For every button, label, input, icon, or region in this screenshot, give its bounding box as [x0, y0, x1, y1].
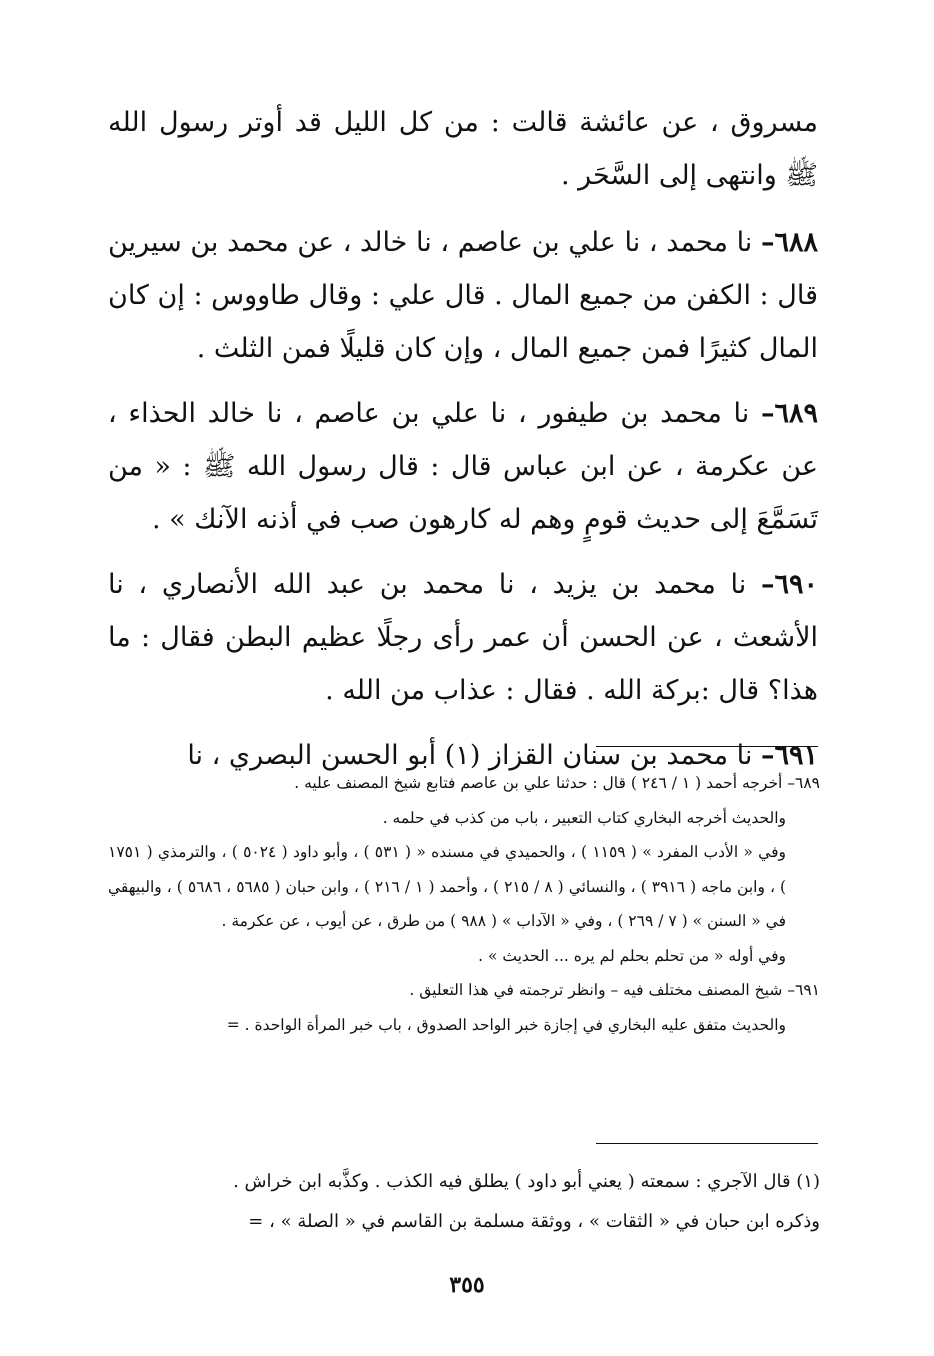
- paragraph-text: نا محمد بن طيفور ، نا علي بن عاصم ، نا خالد الحذاء ، عن عكرمة ، عن ابن عباس قال : قال رسول الله ﷺ : « من تَسَمَّعَ إلى حديث قومٍ وهم له كارهون صب في أذنه الآنك » .: [108, 398, 818, 535]
- hadith-number: ٦٩٠–: [760, 569, 818, 600]
- page-number: ٣٥٥: [449, 1272, 485, 1298]
- note-line: والحديث متفق عليه البخاري في إجازة خبر الواحد الصدوق ، باب خبر المرأة الواحدة . =: [226, 1015, 786, 1034]
- paragraph-continuation: [108, 96, 818, 202]
- hadith-689: [108, 387, 818, 546]
- hadith-number: ٦٨٨–: [760, 227, 818, 258]
- hadith-number: ٦٩١–: [760, 740, 818, 771]
- note-line: وفي « الأدب المفرد » ( ١١٥٩ ) ، والحميدي في مسنده « ( ٥٣١ ) ، وأبو داود ( ٥٠٢٤ ) ، والترمذي ( ١٧٥١ ) ، وابن ماجه ( ٣٩١٦ ) ، والنسائي ( ٨ / ٢١٥ ) ، وأحمد ( ١ / ٢١٦ ) ، وابن حبان ( ٥٦٨٥ ، ٥٦٨٦ ) ، والبيهقي في « السنن » ( ٧ / ٢٦٩ ) ، وفي « الآداب » ( ٩٨٨ ) من طرق ، عن أيوب ، عن عكرمة .: [108, 843, 787, 930]
- note-line: وفي أوله « من تحلم بحلم لم يره ... الحديث » .: [478, 946, 786, 965]
- footnote-divider: [596, 1143, 818, 1144]
- footnote-1-cont: وذكره ابن حبان في « الثقات » ، ووثقة مسلمة بن القاسم في « الصلة » ، =: [248, 1211, 820, 1232]
- paragraph-text: نا محمد بن سنان القزاز (١) أبو الحسن البصري ، نا: [187, 740, 753, 771]
- paragraph-text: نا محمد بن يزيد ، نا محمد بن عبد الله الأنصاري ، نا الأشعث ، عن الحسن أن عمر رأى رجلًا عظيم البطن فقال : ما هذا؟ قال :بركة الله . فقال : عذاب من الله .: [108, 569, 818, 706]
- footnotes: [108, 1162, 820, 1242]
- takhrij-notes: [108, 766, 820, 1042]
- hadith-number: ٦٨٩–: [760, 398, 818, 429]
- note-689: ٦٨٩– أخرجه أحمد ( ١ / ٢٤٦ ) قال : حدثنا علي بن عاصم فتابع شيخ المصنف عليه .: [294, 774, 820, 792]
- main-text: [108, 96, 818, 794]
- hadith-690: [108, 558, 818, 717]
- hadith-688: [108, 216, 818, 375]
- paragraph-text: مسروق ، عن عائشة قالت : من كل الليل قد أوتر رسول الله ﷺ وانتهى إلى السَّحَر .: [108, 107, 818, 191]
- note-line: والحديث أخرجه البخاري كتاب التعبير ، باب من كذب في حلمه .: [382, 808, 786, 827]
- footnote-1: (١) قال الآجري : سمعته ( يعني أبو داود ) يطلق فيه الكذب . وكذَّبه ابن خراش .: [233, 1171, 820, 1192]
- paragraph-text: نا محمد ، نا علي بن عاصم ، نا خالد ، عن محمد بن سيرين قال : الكفن من جميع المال . قال علي : وقال طاووس : إن كان المال كثيرًا فمن جميع المال ، وإن كان قليلًا فمن الثلث .: [108, 227, 818, 364]
- notes-divider: [596, 746, 818, 747]
- note-691: ٦٩١– شيخ المصنف مختلف فيه – وانظر ترجمته في هذا التعليق .: [409, 981, 820, 999]
